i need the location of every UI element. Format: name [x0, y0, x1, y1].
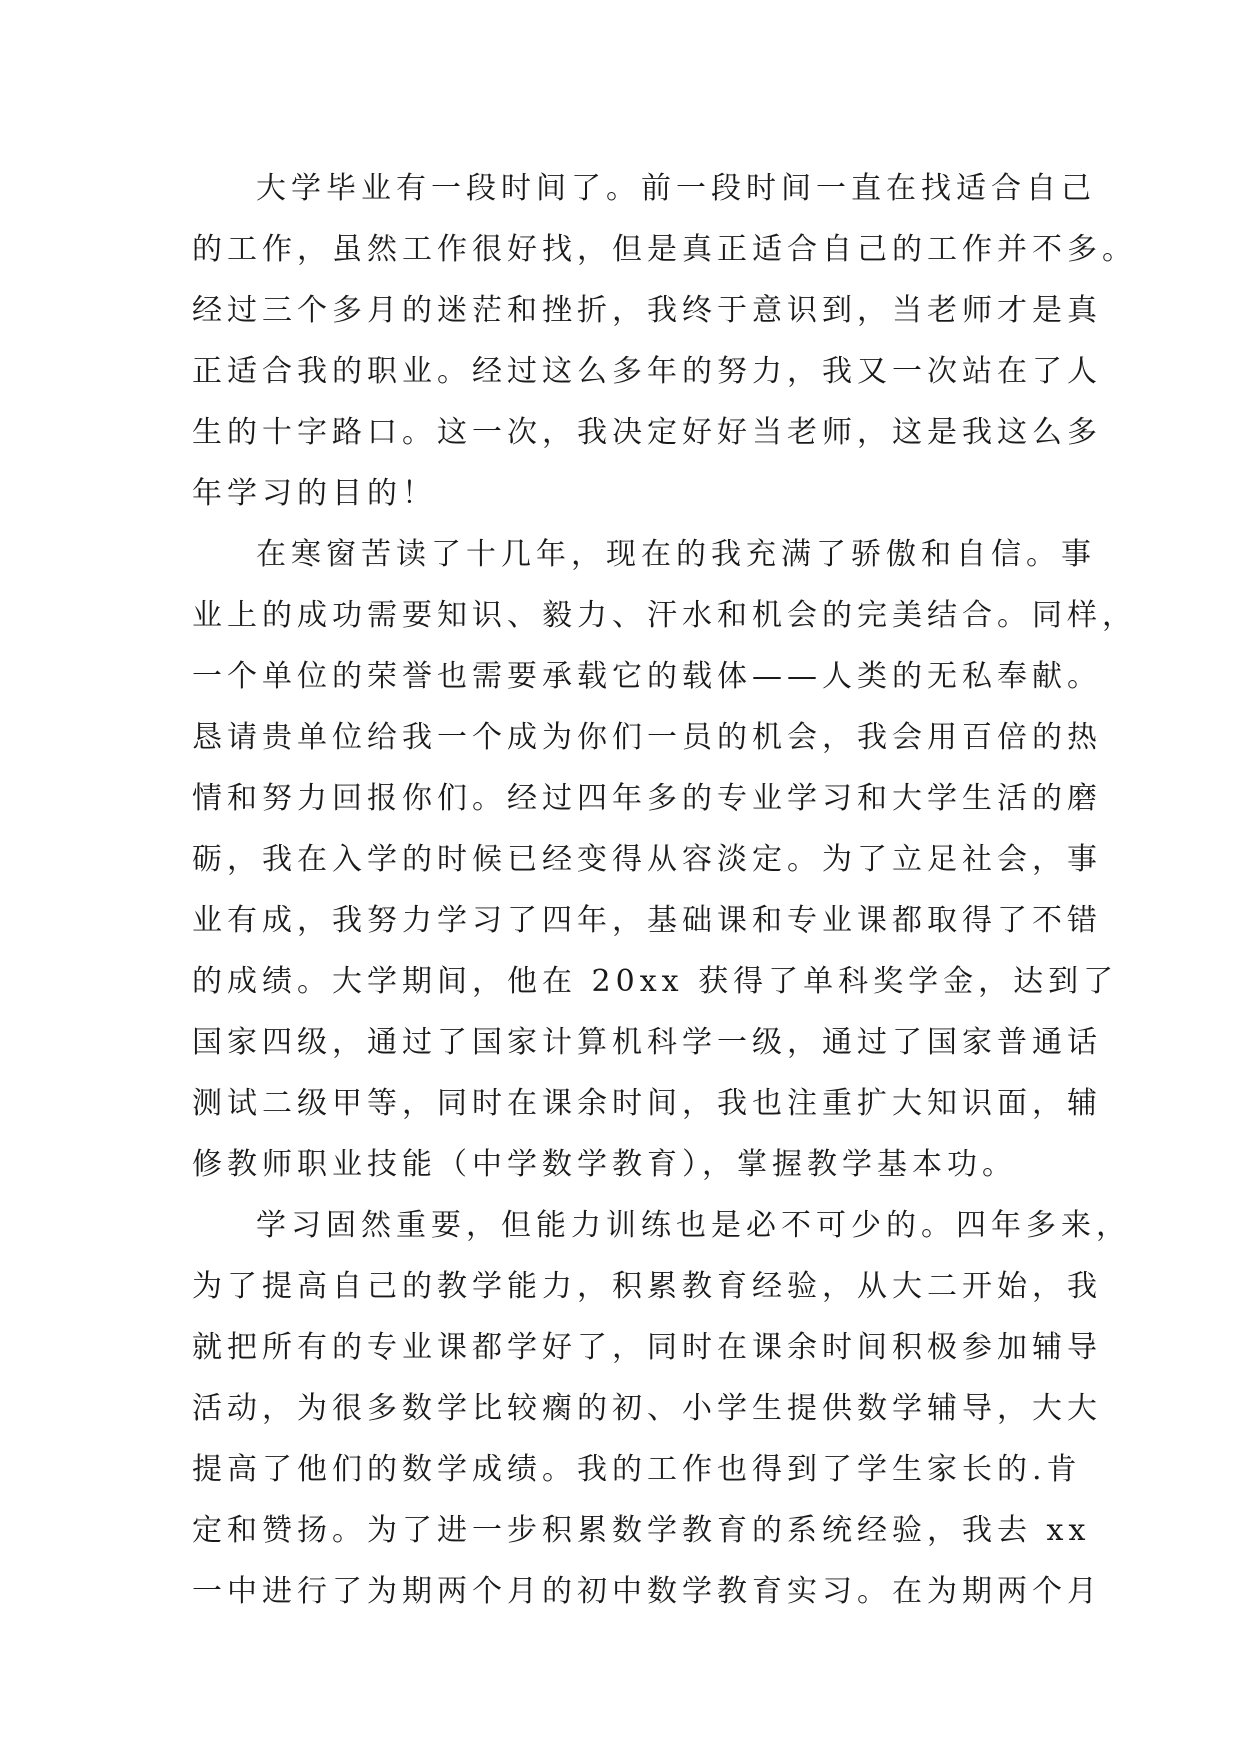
text-line: 为了提高自己的教学能力，积累教育经验，从大二开始，我: [192, 1269, 1102, 1304]
text-line: 生的十字路口。这一次，我决定好好当老师，这是我这么多: [192, 415, 1102, 450]
text-line: 提高了他们的数学成绩。我的工作也得到了学生家长的.肯: [192, 1452, 1082, 1487]
text-line: 大学毕业有一段时间了。前一段时间一直在找适合自己: [256, 171, 1096, 206]
paragraph-2: [192, 524, 1137, 1195]
text-line: 定和赞扬。为了进一步积累数学教育的系统经验，我去 xx: [192, 1513, 1091, 1548]
text-line: 修教师职业技能（中学数学教育），掌握教学基本功。: [192, 1147, 1017, 1182]
text-line: 学习固然重要，但能力训练也是必不可少的。四年多来，: [256, 1208, 1131, 1243]
text-line: 测试二级甲等，同时在课余时间，我也注重扩大知识面，辅: [192, 1086, 1102, 1121]
text-line: 就把所有的专业课都学好了，同时在课余时间积极参加辅导: [192, 1330, 1102, 1365]
text-line: 的成绩。大学期间，他在 20xx 获得了单科奖学金，达到了: [192, 964, 1119, 999]
paragraph-1: [192, 158, 1137, 524]
text-line: 砺，我在入学的时候已经变得从容淡定。为了立足社会，事: [192, 842, 1102, 877]
text-line: 年学习的目的！: [192, 476, 437, 511]
text-line: 情和努力回报你们。经过四年多的专业学习和大学生活的磨: [192, 781, 1102, 816]
text-line: 业上的成功需要知识、毅力、汗水和机会的完美结合。同样，: [192, 598, 1137, 633]
text-line: 一个单位的荣誉也需要承载它的载体——人类的无私奉献。: [192, 659, 1102, 694]
text-line: 一中进行了为期两个月的初中数学教育实习。在为期两个月: [192, 1574, 1102, 1609]
text-line: 正适合我的职业。经过这么多年的努力，我又一次站在了人: [192, 354, 1102, 389]
text-line: 的工作，虽然工作很好找，但是真正适合自己的工作并不多。: [192, 232, 1137, 267]
text-line: 恳请贵单位给我一个成为你们一员的机会，我会用百倍的热: [192, 720, 1102, 755]
text-line: 活动，为很多数学比较瘸的初、小学生提供数学辅导，大大: [192, 1391, 1102, 1426]
text-line: 国家四级，通过了国家计算机科学一级，通过了国家普通话: [192, 1025, 1102, 1060]
paragraph-3: [192, 1195, 1131, 1622]
text-line: 业有成，我努力学习了四年，基础课和专业课都取得了不错: [192, 903, 1102, 938]
document-body: [192, 158, 1137, 1622]
text-line: 在寒窗苦读了十几年，现在的我充满了骄傲和自信。事: [256, 537, 1096, 572]
text-line: 经过三个多月的迷茫和挫折，我终于意识到，当老师才是真: [192, 293, 1102, 328]
